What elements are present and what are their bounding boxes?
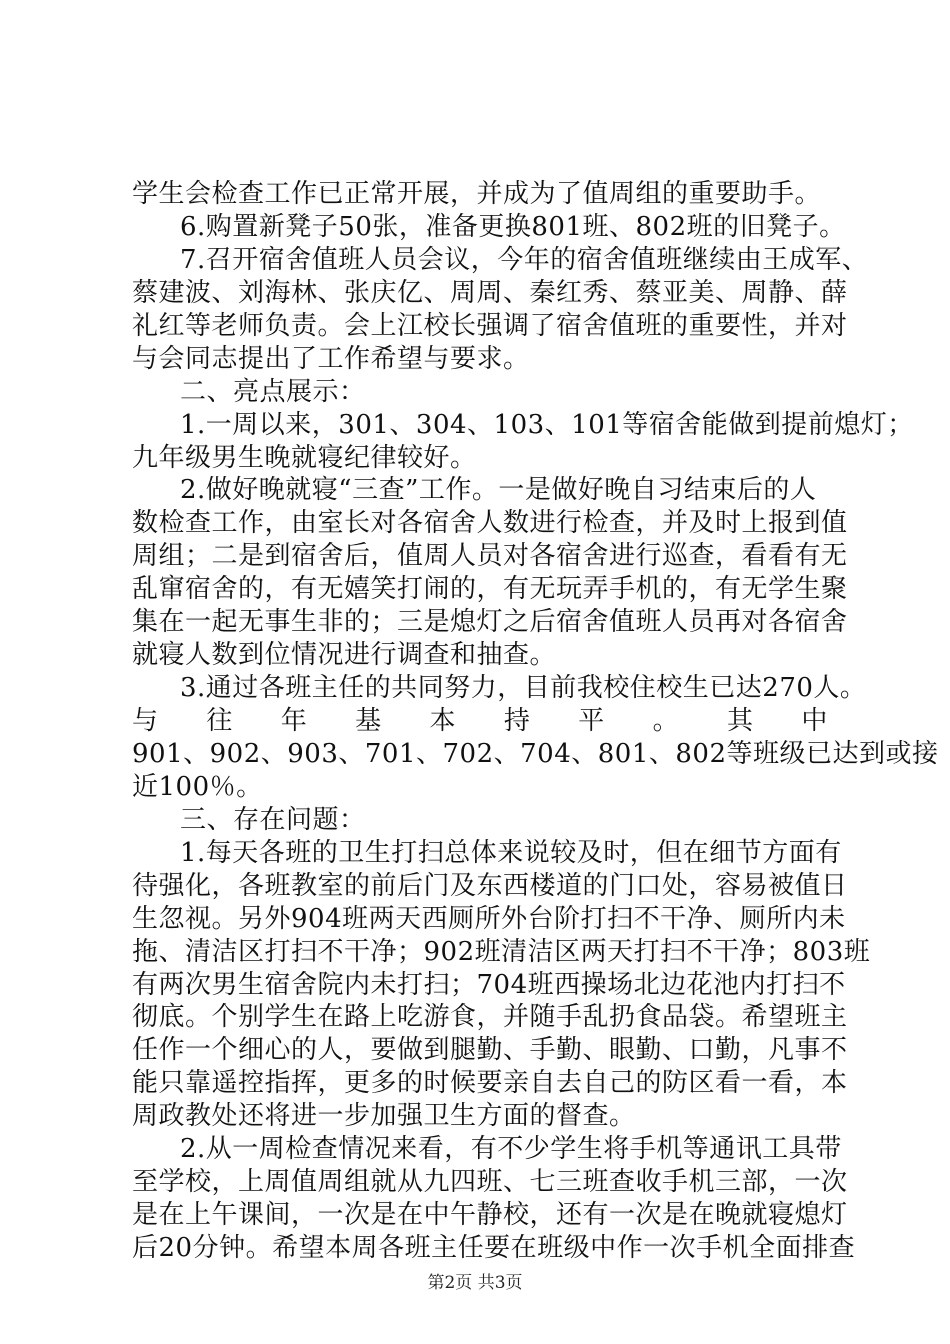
section-heading: 三、存在问题： [180, 805, 366, 835]
text-line: 1.一周以来，301、304、103、101等宿舍能做到提前熄灯； [180, 410, 914, 440]
text-line: 拖、清洁区打扫不干净；902班清洁区两天打扫不干净；803班 [132, 937, 871, 967]
justified-char: 平 [578, 706, 605, 736]
justified-char: 年 [280, 706, 308, 736]
text-line: 数检查工作，由室长对各宿舍人数进行检查，并及时上报到值 [132, 508, 848, 538]
text-line: 就寝人数到位情况进行调查和抽查。 [132, 640, 557, 670]
justified-char: 本 [429, 706, 457, 736]
justified-char: 中 [801, 706, 828, 736]
text-line: 与会同志提出了工作希望与要求。 [132, 344, 530, 374]
justified-char: 持 [503, 706, 531, 736]
page-footer: 第2页 共3页 [427, 1273, 523, 1293]
text-line: 901、902、903、701、702、704、801、802等班级已达到或接 [132, 739, 939, 769]
text-line: 7.召开宿舍值班人员会议，今年的宿舍值班继续由王成军、 [180, 245, 869, 275]
text-line: 后20分钟。希望本周各班主任要在班级中作一次手机全面排查 [132, 1233, 856, 1263]
justified-char: 。 [652, 706, 680, 736]
text-line: 能只靠遥控指挥，更多的时候要亲自去自己的防区看一看，本 [132, 1068, 848, 1098]
text-line: 是在上午课间，一次是在中午静校，还有一次是在晚就寝熄灯 [132, 1200, 848, 1230]
text-line: 乱窜宿舍的，有无嬉笑打闹的，有无玩弄手机的，有无学生聚 [132, 574, 848, 604]
text-line: 集在一起无事生非的；三是熄灯之后宿舍值班人员再对各宿舍 [132, 607, 848, 637]
justified-char: 与 [132, 706, 159, 736]
justified-char: 其 [727, 706, 754, 736]
text-line: 2.从一周检查情况来看，有不少学生将手机等通讯工具带 [180, 1134, 842, 1164]
text-line: 任作一个细心的人，要做到腿勤、手勤、眼勤、口勤，凡事不 [132, 1035, 848, 1065]
text-line: 周政教处还将进一步加强卫生方面的督查。 [132, 1101, 636, 1131]
justified-char: 基 [355, 706, 382, 736]
justified-char: 往 [206, 706, 233, 736]
text-line: 彻底。个别学生在路上吃游食，并随手乱扔食品袋。希望班主 [132, 1002, 848, 1032]
text-line: 近100％。 [132, 772, 263, 802]
text-line: 九年级男生晚就寝纪律较好。 [132, 443, 477, 473]
text-line: 2.做好晚就寝“三查”工作。一是做好晚自习结束后的人 [180, 475, 817, 505]
text-line: 6.购置新凳子50张，准备更换801班、802班的旧凳子。 [180, 212, 846, 242]
justified-text-line [132, 703, 828, 740]
text-line: 生忽视。另外904班两天西厕所外台阶打扫不干净、厕所内未 [132, 904, 846, 934]
text-line: 1.每天各班的卫生打扫总体来说较及时，但在细节方面有 [180, 838, 842, 868]
section-heading: 二、亮点展示： [180, 377, 366, 407]
text-line: 礼红等老师负责。会上江校长强调了宿舍值班的重要性，并对 [132, 311, 848, 341]
text-line: 3.通过各班主任的共同努力，目前我校住校生已达270人。 [180, 673, 867, 703]
text-line: 周组；二是到宿舍后，值周人员对各宿舍进行巡查，看看有无 [132, 541, 848, 571]
text-line: 学生会检查工作已正常开展，并成为了值周组的重要助手。 [132, 179, 822, 209]
text-line: 有两次男生宿舍院内未打扫；704班西操场北边花池内打扫不 [132, 970, 846, 1000]
text-line: 蔡建波、刘海林、张庆亿、周周、秦红秀、蔡亚美、周静、薛 [132, 278, 848, 308]
text-line: 至学校，上周值周组就从九四班、七三班查收手机三部，一次 [132, 1167, 848, 1197]
text-line: 待强化，各班教室的前后门及东西楼道的门口处，容易被值日 [132, 871, 848, 901]
